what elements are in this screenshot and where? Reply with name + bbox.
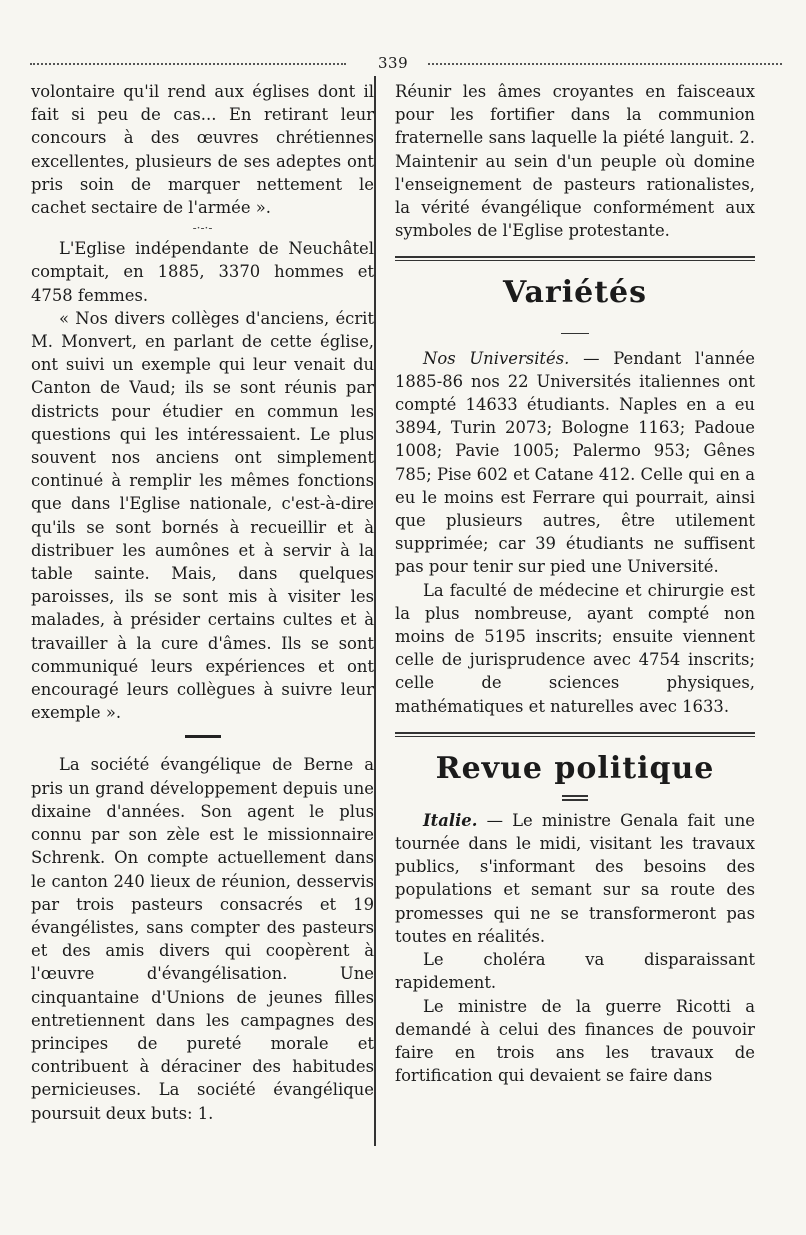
- section-title-varietes: Variétés: [502, 275, 648, 311]
- paragraph-italie: [395, 809, 755, 948]
- lead-italie: Italie.: [423, 810, 478, 830]
- text-universites: — Pendant l'année 1885-86 nos 22 Universités italiennes ont compté 14633 étudiants. Naples en a eu 3894, Turin 2073; Bologne 1163; Padoue 1008; Pavie 1005; Palermo 953; Gênes 785; Pise 602 et Catane 412. Celle qui en a eu le moins est Ferrare qui pourrait, ainsi que plusieurs autres, être utilement supprimée; car 39 étudiants ne suffisent pas pour tenir sur pied une Université.: [395, 348, 755, 577]
- left-column: [31, 80, 374, 1125]
- title-dash: [395, 317, 755, 340]
- paragraph-anciens: « Nos divers collèges d'anciens, écrit M. Monvert, en parlant de cette église, ont suivi un exemple qui leur venait du Canton de Vaud; ils se sont réunis par districts pour étudier en commun les questions qui les intéressaient. Le plus souvent nos anciens ont simplement continué à remplir les mêmes fonctions que dans l'Eglise nationale, c'est-à-dire qu'ils se sont bornés à recueillir et à distribuer les aumônes et à servir à la table sainte. Mais, dans quelques paroisses, ils se sont mis à visiter les malades, à présider certains cultes et à travailler à la cure d'âmes. Ils se sont communiqué leurs expériences et ont encouragé leurs collègues à suivre leur exemple ».: [31, 308, 374, 723]
- paragraph-cholera: Le choléra va disparaissant rapidement.: [395, 950, 755, 993]
- text-italie: — Le ministre Genala fait une tournée dans le midi, visitant les travaux publics, s'informant des besoins des populations et semant sur sa route des promesses qui ne se transformeront pas toutes en réalités.: [395, 810, 755, 946]
- paragraph-neuchatel: L'Eglise indépendante de Neuchâtel comptait, en 1885, 3370 hommes et 4758 femmes.: [31, 239, 374, 305]
- paragraph-ricotti: Le ministre de la guerre Ricotti a demandé à celui des finances de pouvoir faire en trois ans les travaux de fortification qui devaient se faire dans: [395, 996, 755, 1086]
- column-divider: [374, 76, 376, 1146]
- paragraph-berne: La société évangélique de Berne a pris un grand développement depuis une dixaine d'années. Son agent le plus connu par son zèle est le missionnaire Schrenk. On compte actuellement dans le canton 240 lieux de réunion, desservis par trois pasteurs consacrés et 19 évangélistes, sans compter des pasteurs et des amis divers qui coopèrent à l'œuvre d'évangélisation. Une cinquantaine d'Unions de jeunes filles entretiennent dans les campagnes des principes de pureté morale et contribuent à déraciner des habitudes pernicieuses. La société évangélique poursuit deux buts: 1.: [31, 755, 374, 1123]
- header-rule-right: [428, 63, 782, 65]
- section-title-revue-politique: Revue politique: [435, 750, 715, 786]
- right-column: [395, 80, 755, 1087]
- lead-universites: Nos Universités.: [423, 348, 570, 368]
- double-rule-top: [395, 256, 755, 261]
- ornament-divider: -·-·-: [192, 221, 213, 236]
- paragraph-universites: [395, 347, 755, 579]
- title-double-dash: [395, 795, 755, 801]
- page-header: [30, 54, 782, 74]
- paragraph-army-sect: volontaire qu'il rend aux églises dont il fait si peu de cas... En retirant leur concours à des œuvres chrétiennes excellentes, plusieurs de ses adeptes ont pris soin de marquer nettement le cachet sectaire de l'armée ».: [31, 82, 374, 218]
- header-rule-left: [30, 63, 346, 65]
- double-rule-middle: [395, 732, 755, 737]
- paragraph-buts: Réunir les âmes croyantes en faisceaux pour les fortifier dans la communion fraternelle sans laquelle la piété languit. 2. Maintenir au sein d'un peuple où domine l'enseignement de pasteurs rationalistes, la vérité évangélique conformément aux symboles de l'Eglise protestante.: [395, 82, 755, 241]
- paragraph-faculte: La faculté de médecine et chirurgie est la plus nombreuse, ayant compté non moins de 5195 inscrits; ensuite viennent celle de jurisprudence avec 4754 inscrits; celle de sciences physiques, mathématiques et naturelles avec 1633.: [395, 580, 755, 716]
- section-dash: [185, 735, 221, 738]
- page-number: 339: [378, 54, 409, 72]
